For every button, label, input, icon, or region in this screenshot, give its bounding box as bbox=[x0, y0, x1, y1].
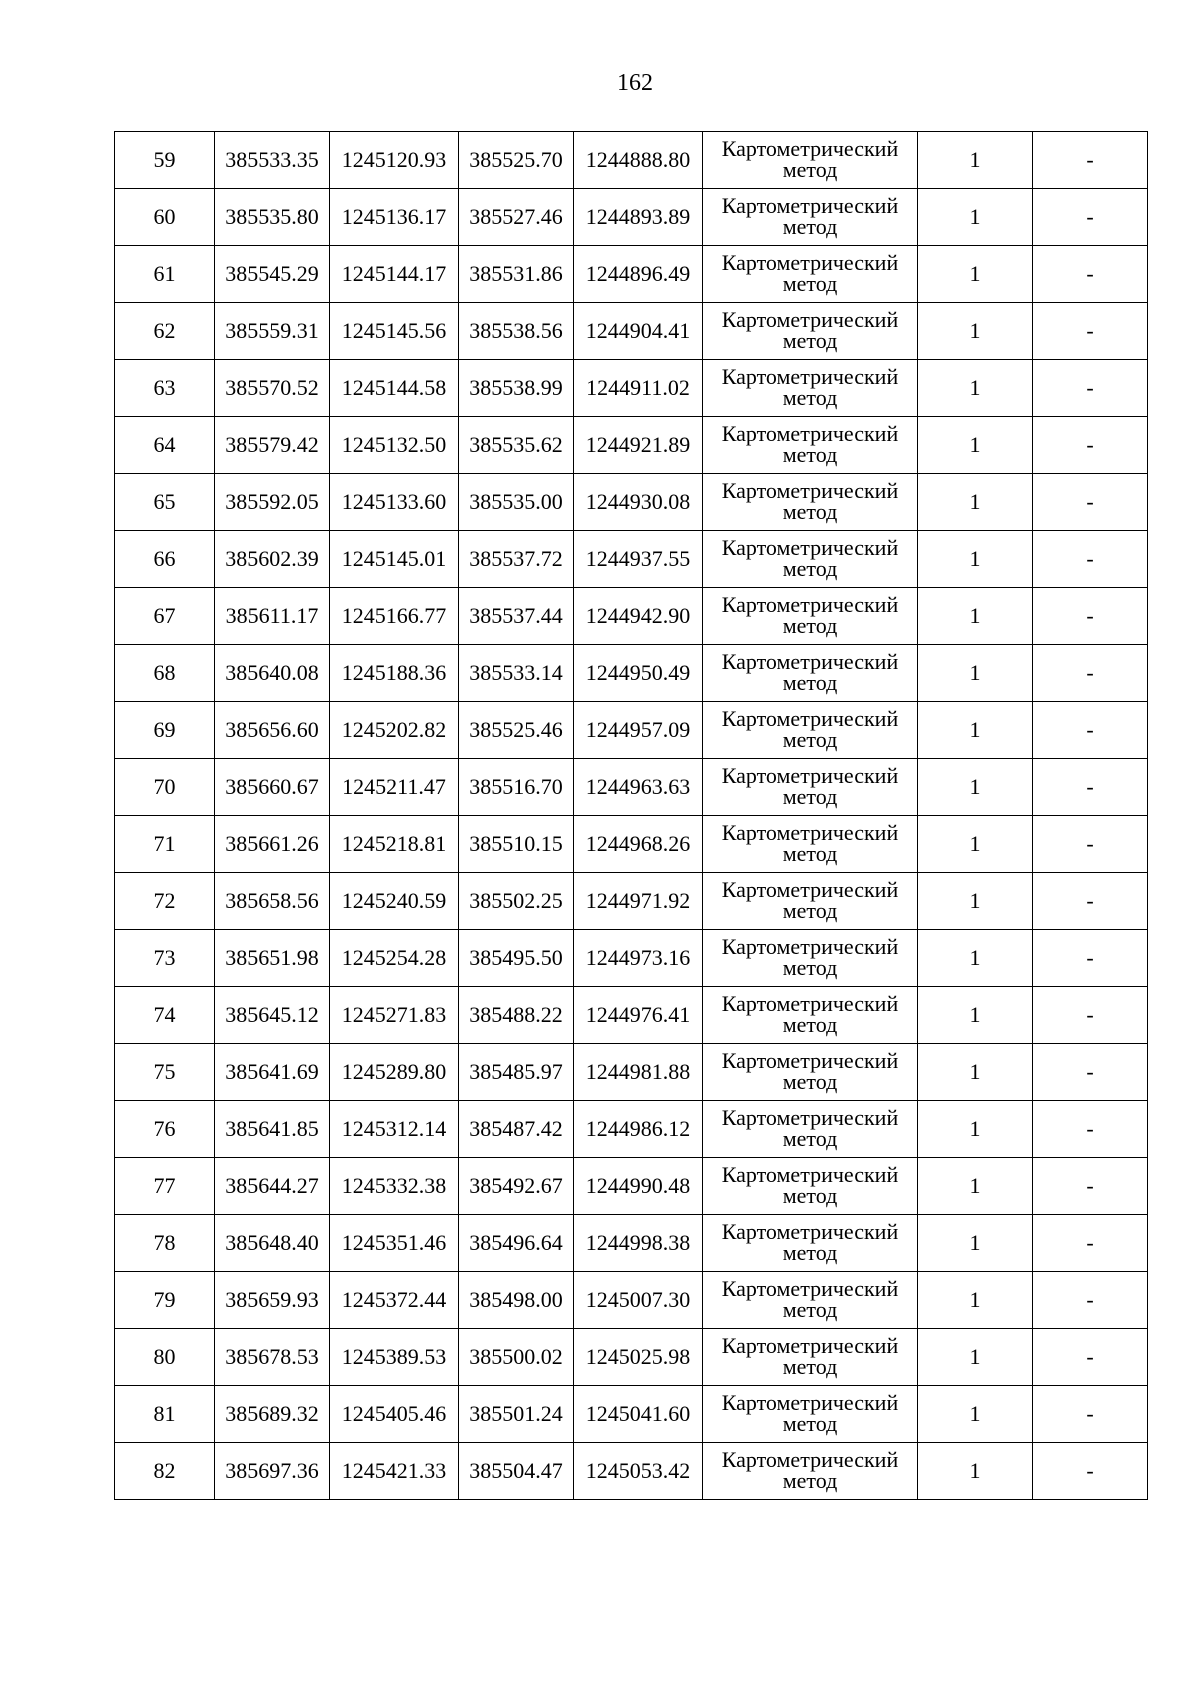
y2-coordinate-cell: 1244981.88 bbox=[574, 1044, 703, 1101]
method-line-2: метод bbox=[782, 1183, 838, 1208]
accuracy-cell: 1 bbox=[918, 1272, 1033, 1329]
table-row bbox=[115, 702, 1148, 759]
note-cell: - bbox=[1033, 1215, 1148, 1272]
y2-coordinate-cell: 1244921.89 bbox=[574, 417, 703, 474]
note-cell: - bbox=[1033, 189, 1148, 246]
method-line-1: Картометрический bbox=[721, 421, 899, 447]
table-row bbox=[115, 1215, 1148, 1272]
point-number-cell: 64 bbox=[115, 417, 215, 474]
method-line-1: Картометрический bbox=[721, 649, 899, 675]
y1-coordinate-cell: 1245132.50 bbox=[330, 417, 459, 474]
method-cell bbox=[703, 360, 918, 417]
y2-coordinate-cell: 1244893.89 bbox=[574, 189, 703, 246]
x2-coordinate-cell: 385535.62 bbox=[459, 417, 574, 474]
accuracy-cell: 1 bbox=[918, 930, 1033, 987]
x1-coordinate-cell: 385559.31 bbox=[215, 303, 330, 360]
method-line-1: Картометрический bbox=[721, 1105, 899, 1131]
point-number-cell: 82 bbox=[115, 1443, 215, 1500]
table-row bbox=[115, 246, 1148, 303]
x2-coordinate-cell: 385500.02 bbox=[459, 1329, 574, 1386]
y1-coordinate-cell: 1245271.83 bbox=[330, 987, 459, 1044]
y2-coordinate-cell: 1244896.49 bbox=[574, 246, 703, 303]
method-cell bbox=[703, 189, 918, 246]
accuracy-cell: 1 bbox=[918, 1443, 1033, 1500]
method-line-1: Картометрический bbox=[721, 307, 899, 333]
note-cell: - bbox=[1033, 531, 1148, 588]
point-number-cell: 65 bbox=[115, 474, 215, 531]
method-line-1: Картометрический bbox=[721, 820, 899, 846]
method-cell bbox=[703, 759, 918, 816]
note-cell: - bbox=[1033, 132, 1148, 189]
table-row bbox=[115, 360, 1148, 417]
x1-coordinate-cell: 385641.85 bbox=[215, 1101, 330, 1158]
point-number-cell: 69 bbox=[115, 702, 215, 759]
table-row bbox=[115, 1386, 1148, 1443]
x2-coordinate-cell: 385537.44 bbox=[459, 588, 574, 645]
method-cell bbox=[703, 930, 918, 987]
table-body bbox=[115, 132, 1148, 1500]
x1-coordinate-cell: 385660.67 bbox=[215, 759, 330, 816]
y1-coordinate-cell: 1245289.80 bbox=[330, 1044, 459, 1101]
method-cell bbox=[703, 1044, 918, 1101]
note-cell: - bbox=[1033, 1272, 1148, 1329]
x1-coordinate-cell: 385697.36 bbox=[215, 1443, 330, 1500]
note-cell: - bbox=[1033, 303, 1148, 360]
method-line-1: Картометрический bbox=[721, 1219, 899, 1245]
accuracy-cell: 1 bbox=[918, 702, 1033, 759]
method-line-2: метод bbox=[782, 1297, 838, 1322]
method-line-1: Картометрический bbox=[721, 136, 899, 162]
x1-coordinate-cell: 385579.42 bbox=[215, 417, 330, 474]
method-line-1: Картометрический bbox=[721, 934, 899, 960]
y1-coordinate-cell: 1245372.44 bbox=[330, 1272, 459, 1329]
table-row bbox=[115, 645, 1148, 702]
accuracy-cell: 1 bbox=[918, 132, 1033, 189]
note-cell: - bbox=[1033, 702, 1148, 759]
y1-coordinate-cell: 1245144.58 bbox=[330, 360, 459, 417]
method-line-2: метод bbox=[782, 1240, 838, 1265]
y2-coordinate-cell: 1244968.26 bbox=[574, 816, 703, 873]
method-cell bbox=[703, 132, 918, 189]
x2-coordinate-cell: 385516.70 bbox=[459, 759, 574, 816]
method-cell bbox=[703, 246, 918, 303]
x2-coordinate-cell: 385537.72 bbox=[459, 531, 574, 588]
y2-coordinate-cell: 1245025.98 bbox=[574, 1329, 703, 1386]
accuracy-cell: 1 bbox=[918, 1101, 1033, 1158]
y2-coordinate-cell: 1244950.49 bbox=[574, 645, 703, 702]
y1-coordinate-cell: 1245145.56 bbox=[330, 303, 459, 360]
x1-coordinate-cell: 385645.12 bbox=[215, 987, 330, 1044]
page-number: 162 bbox=[617, 70, 653, 96]
method-line-1: Картометрический bbox=[721, 991, 899, 1017]
point-number-cell: 79 bbox=[115, 1272, 215, 1329]
point-number-cell: 81 bbox=[115, 1386, 215, 1443]
y2-coordinate-cell: 1245041.60 bbox=[574, 1386, 703, 1443]
point-number-cell: 66 bbox=[115, 531, 215, 588]
coordinates-table bbox=[114, 131, 1148, 1500]
method-cell bbox=[703, 1272, 918, 1329]
note-cell: - bbox=[1033, 930, 1148, 987]
note-cell: - bbox=[1033, 1158, 1148, 1215]
x1-coordinate-cell: 385658.56 bbox=[215, 873, 330, 930]
x1-coordinate-cell: 385640.08 bbox=[215, 645, 330, 702]
method-line-1: Картометрический bbox=[721, 250, 899, 276]
method-line-2: метод bbox=[782, 955, 838, 980]
x2-coordinate-cell: 385485.97 bbox=[459, 1044, 574, 1101]
y1-coordinate-cell: 1245240.59 bbox=[330, 873, 459, 930]
accuracy-cell: 1 bbox=[918, 474, 1033, 531]
method-cell bbox=[703, 417, 918, 474]
accuracy-cell: 1 bbox=[918, 303, 1033, 360]
method-line-1: Картометрический bbox=[721, 1333, 899, 1359]
note-cell: - bbox=[1033, 1329, 1148, 1386]
y1-coordinate-cell: 1245133.60 bbox=[330, 474, 459, 531]
method-cell bbox=[703, 1158, 918, 1215]
method-line-2: метод bbox=[782, 784, 838, 809]
method-line-2: метод bbox=[782, 328, 838, 353]
method-cell bbox=[703, 588, 918, 645]
point-number-cell: 73 bbox=[115, 930, 215, 987]
table-row bbox=[115, 474, 1148, 531]
y2-coordinate-cell: 1244986.12 bbox=[574, 1101, 703, 1158]
y2-coordinate-cell: 1244957.09 bbox=[574, 702, 703, 759]
point-number-cell: 61 bbox=[115, 246, 215, 303]
y1-coordinate-cell: 1245351.46 bbox=[330, 1215, 459, 1272]
note-cell: - bbox=[1033, 1386, 1148, 1443]
x2-coordinate-cell: 385535.00 bbox=[459, 474, 574, 531]
method-cell bbox=[703, 1329, 918, 1386]
x1-coordinate-cell: 385545.29 bbox=[215, 246, 330, 303]
x2-coordinate-cell: 385487.42 bbox=[459, 1101, 574, 1158]
y1-coordinate-cell: 1245120.93 bbox=[330, 132, 459, 189]
x2-coordinate-cell: 385501.24 bbox=[459, 1386, 574, 1443]
y2-coordinate-cell: 1245007.30 bbox=[574, 1272, 703, 1329]
x2-coordinate-cell: 385496.64 bbox=[459, 1215, 574, 1272]
method-line-2: метод bbox=[782, 1468, 838, 1493]
y1-coordinate-cell: 1245166.77 bbox=[330, 588, 459, 645]
y2-coordinate-cell: 1244990.48 bbox=[574, 1158, 703, 1215]
y2-coordinate-cell: 1244930.08 bbox=[574, 474, 703, 531]
point-number-cell: 67 bbox=[115, 588, 215, 645]
y2-coordinate-cell: 1244971.92 bbox=[574, 873, 703, 930]
method-line-2: метод bbox=[782, 1126, 838, 1151]
table-row bbox=[115, 930, 1148, 987]
note-cell: - bbox=[1033, 588, 1148, 645]
method-line-2: метод bbox=[782, 613, 838, 638]
method-line-1: Картометрический bbox=[721, 706, 899, 732]
method-cell bbox=[703, 873, 918, 930]
accuracy-cell: 1 bbox=[918, 246, 1033, 303]
table-row bbox=[115, 417, 1148, 474]
point-number-cell: 60 bbox=[115, 189, 215, 246]
x2-coordinate-cell: 385538.56 bbox=[459, 303, 574, 360]
y2-coordinate-cell: 1244888.80 bbox=[574, 132, 703, 189]
y2-coordinate-cell: 1244942.90 bbox=[574, 588, 703, 645]
x2-coordinate-cell: 385492.67 bbox=[459, 1158, 574, 1215]
method-line-2: метод bbox=[782, 499, 838, 524]
method-line-2: метод bbox=[782, 271, 838, 296]
x2-coordinate-cell: 385525.70 bbox=[459, 132, 574, 189]
note-cell: - bbox=[1033, 987, 1148, 1044]
note-cell: - bbox=[1033, 759, 1148, 816]
table-row bbox=[115, 588, 1148, 645]
table-row bbox=[115, 1044, 1148, 1101]
table-row bbox=[115, 759, 1148, 816]
x2-coordinate-cell: 385525.46 bbox=[459, 702, 574, 759]
y2-coordinate-cell: 1244998.38 bbox=[574, 1215, 703, 1272]
x1-coordinate-cell: 385535.80 bbox=[215, 189, 330, 246]
x1-coordinate-cell: 385656.60 bbox=[215, 702, 330, 759]
note-cell: - bbox=[1033, 1044, 1148, 1101]
y2-coordinate-cell: 1244973.16 bbox=[574, 930, 703, 987]
method-line-1: Картометрический bbox=[721, 478, 899, 504]
y2-coordinate-cell: 1244904.41 bbox=[574, 303, 703, 360]
accuracy-cell: 1 bbox=[918, 1329, 1033, 1386]
x1-coordinate-cell: 385651.98 bbox=[215, 930, 330, 987]
y2-coordinate-cell: 1244937.55 bbox=[574, 531, 703, 588]
method-line-1: Картометрический bbox=[721, 193, 899, 219]
method-line-2: метод bbox=[782, 1354, 838, 1379]
y1-coordinate-cell: 1245218.81 bbox=[330, 816, 459, 873]
x2-coordinate-cell: 385504.47 bbox=[459, 1443, 574, 1500]
method-cell bbox=[703, 1443, 918, 1500]
point-number-cell: 71 bbox=[115, 816, 215, 873]
x1-coordinate-cell: 385678.53 bbox=[215, 1329, 330, 1386]
table-row bbox=[115, 816, 1148, 873]
x2-coordinate-cell: 385527.46 bbox=[459, 189, 574, 246]
x1-coordinate-cell: 385644.27 bbox=[215, 1158, 330, 1215]
accuracy-cell: 1 bbox=[918, 1044, 1033, 1101]
y1-coordinate-cell: 1245332.38 bbox=[330, 1158, 459, 1215]
method-line-2: метод bbox=[782, 670, 838, 695]
y1-coordinate-cell: 1245312.14 bbox=[330, 1101, 459, 1158]
table-row bbox=[115, 1158, 1148, 1215]
accuracy-cell: 1 bbox=[918, 987, 1033, 1044]
note-cell: - bbox=[1033, 246, 1148, 303]
note-cell: - bbox=[1033, 474, 1148, 531]
accuracy-cell: 1 bbox=[918, 873, 1033, 930]
y2-coordinate-cell: 1244911.02 bbox=[574, 360, 703, 417]
x2-coordinate-cell: 385538.99 bbox=[459, 360, 574, 417]
method-line-2: метод bbox=[782, 727, 838, 752]
x2-coordinate-cell: 385498.00 bbox=[459, 1272, 574, 1329]
note-cell: - bbox=[1033, 360, 1148, 417]
method-line-1: Картометрический bbox=[721, 1276, 899, 1302]
accuracy-cell: 1 bbox=[918, 816, 1033, 873]
point-number-cell: 68 bbox=[115, 645, 215, 702]
method-line-2: метод bbox=[782, 442, 838, 467]
x1-coordinate-cell: 385611.17 bbox=[215, 588, 330, 645]
x1-coordinate-cell: 385641.69 bbox=[215, 1044, 330, 1101]
point-number-cell: 78 bbox=[115, 1215, 215, 1272]
accuracy-cell: 1 bbox=[918, 189, 1033, 246]
method-line-1: Картометрический bbox=[721, 1447, 899, 1473]
method-line-2: метод bbox=[782, 898, 838, 923]
accuracy-cell: 1 bbox=[918, 1386, 1033, 1443]
y2-coordinate-cell: 1244963.63 bbox=[574, 759, 703, 816]
accuracy-cell: 1 bbox=[918, 1158, 1033, 1215]
x1-coordinate-cell: 385533.35 bbox=[215, 132, 330, 189]
method-line-2: метод bbox=[782, 1012, 838, 1037]
table-row bbox=[115, 189, 1148, 246]
x2-coordinate-cell: 385495.50 bbox=[459, 930, 574, 987]
x1-coordinate-cell: 385661.26 bbox=[215, 816, 330, 873]
table-row bbox=[115, 1443, 1148, 1500]
method-line-2: метод bbox=[782, 1411, 838, 1436]
method-line-1: Картометрический bbox=[721, 877, 899, 903]
point-number-cell: 70 bbox=[115, 759, 215, 816]
note-cell: - bbox=[1033, 816, 1148, 873]
accuracy-cell: 1 bbox=[918, 645, 1033, 702]
method-line-2: метод bbox=[782, 157, 838, 182]
note-cell: - bbox=[1033, 1443, 1148, 1500]
method-line-1: Картометрический bbox=[721, 592, 899, 618]
x1-coordinate-cell: 385648.40 bbox=[215, 1215, 330, 1272]
point-number-cell: 63 bbox=[115, 360, 215, 417]
y1-coordinate-cell: 1245254.28 bbox=[330, 930, 459, 987]
method-line-1: Картометрический bbox=[721, 1162, 899, 1188]
method-cell bbox=[703, 645, 918, 702]
method-line-2: метод bbox=[782, 385, 838, 410]
method-line-1: Картометрический bbox=[721, 364, 899, 390]
method-line-1: Картометрический bbox=[721, 1048, 899, 1074]
method-cell bbox=[703, 303, 918, 360]
method-line-1: Картометрический bbox=[721, 535, 899, 561]
point-number-cell: 72 bbox=[115, 873, 215, 930]
x2-coordinate-cell: 385533.14 bbox=[459, 645, 574, 702]
method-line-2: метод bbox=[782, 841, 838, 866]
method-cell bbox=[703, 1386, 918, 1443]
x2-coordinate-cell: 385502.25 bbox=[459, 873, 574, 930]
accuracy-cell: 1 bbox=[918, 360, 1033, 417]
point-number-cell: 74 bbox=[115, 987, 215, 1044]
table-row bbox=[115, 303, 1148, 360]
accuracy-cell: 1 bbox=[918, 588, 1033, 645]
accuracy-cell: 1 bbox=[918, 417, 1033, 474]
method-cell bbox=[703, 987, 918, 1044]
method-line-2: метод bbox=[782, 214, 838, 239]
method-line-1: Картометрический bbox=[721, 1390, 899, 1416]
x1-coordinate-cell: 385689.32 bbox=[215, 1386, 330, 1443]
y1-coordinate-cell: 1245389.53 bbox=[330, 1329, 459, 1386]
y1-coordinate-cell: 1245144.17 bbox=[330, 246, 459, 303]
y1-coordinate-cell: 1245188.36 bbox=[330, 645, 459, 702]
y1-coordinate-cell: 1245421.33 bbox=[330, 1443, 459, 1500]
method-cell bbox=[703, 1101, 918, 1158]
accuracy-cell: 1 bbox=[918, 759, 1033, 816]
y2-coordinate-cell: 1245053.42 bbox=[574, 1443, 703, 1500]
note-cell: - bbox=[1033, 645, 1148, 702]
point-number-cell: 76 bbox=[115, 1101, 215, 1158]
y2-coordinate-cell: 1244976.41 bbox=[574, 987, 703, 1044]
x2-coordinate-cell: 385531.86 bbox=[459, 246, 574, 303]
table-row bbox=[115, 531, 1148, 588]
y1-coordinate-cell: 1245211.47 bbox=[330, 759, 459, 816]
y1-coordinate-cell: 1245136.17 bbox=[330, 189, 459, 246]
accuracy-cell: 1 bbox=[918, 1215, 1033, 1272]
x2-coordinate-cell: 385488.22 bbox=[459, 987, 574, 1044]
table-row bbox=[115, 1101, 1148, 1158]
x1-coordinate-cell: 385659.93 bbox=[215, 1272, 330, 1329]
point-number-cell: 62 bbox=[115, 303, 215, 360]
note-cell: - bbox=[1033, 417, 1148, 474]
method-cell bbox=[703, 1215, 918, 1272]
method-cell bbox=[703, 474, 918, 531]
table-row bbox=[115, 873, 1148, 930]
method-line-2: метод bbox=[782, 1069, 838, 1094]
method-cell bbox=[703, 702, 918, 759]
table-row bbox=[115, 1329, 1148, 1386]
x2-coordinate-cell: 385510.15 bbox=[459, 816, 574, 873]
note-cell: - bbox=[1033, 873, 1148, 930]
note-cell: - bbox=[1033, 1101, 1148, 1158]
method-line-2: метод bbox=[782, 556, 838, 581]
point-number-cell: 80 bbox=[115, 1329, 215, 1386]
point-number-cell: 77 bbox=[115, 1158, 215, 1215]
y1-coordinate-cell: 1245145.01 bbox=[330, 531, 459, 588]
x1-coordinate-cell: 385592.05 bbox=[215, 474, 330, 531]
y1-coordinate-cell: 1245405.46 bbox=[330, 1386, 459, 1443]
accuracy-cell: 1 bbox=[918, 531, 1033, 588]
method-line-1: Картометрический bbox=[721, 763, 899, 789]
table-row bbox=[115, 132, 1148, 189]
point-number-cell: 59 bbox=[115, 132, 215, 189]
point-number-cell: 75 bbox=[115, 1044, 215, 1101]
method-cell bbox=[703, 816, 918, 873]
x1-coordinate-cell: 385570.52 bbox=[215, 360, 330, 417]
table-row bbox=[115, 1272, 1148, 1329]
table-row bbox=[115, 987, 1148, 1044]
x1-coordinate-cell: 385602.39 bbox=[215, 531, 330, 588]
method-cell bbox=[703, 531, 918, 588]
y1-coordinate-cell: 1245202.82 bbox=[330, 702, 459, 759]
